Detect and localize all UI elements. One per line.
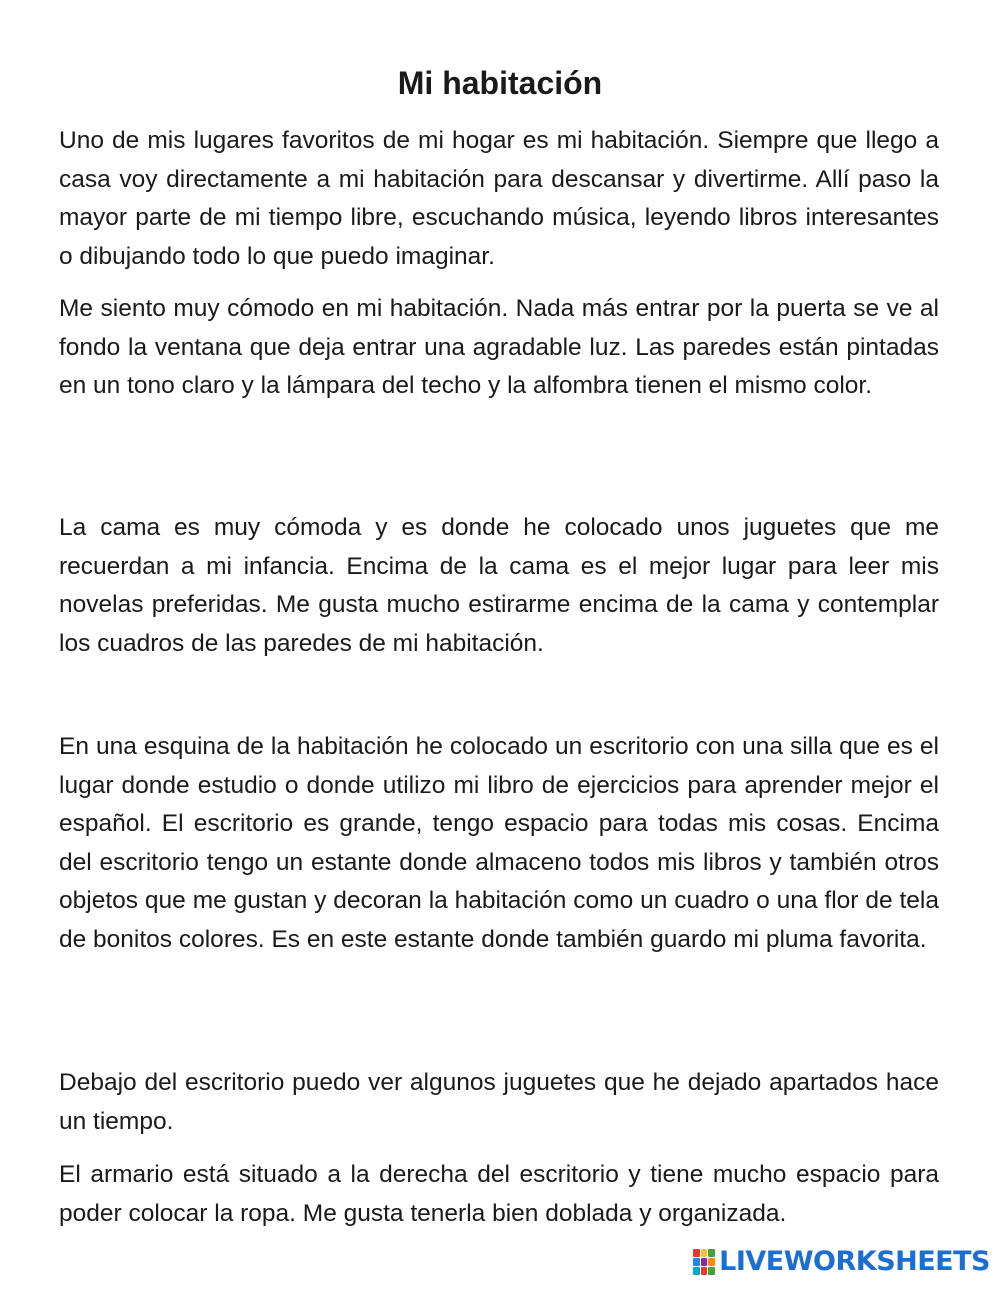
paragraph-5: Debajo del escritorio puedo ver algunos juguetes que he dejado apartados hace un tiempo. bbox=[59, 1069, 939, 1135]
logo-mark-square bbox=[708, 1258, 715, 1266]
paragraph-6: El armario está situado a la derecha del escritorio y tiene mucho espacio para poder colocar la ropa. Me gusta tenerla bien doblada y organizada. bbox=[59, 1161, 939, 1227]
logo-text: LIVEWORKSHEETS bbox=[719, 1246, 990, 1277]
document-title: Mi habitación bbox=[397, 65, 603, 101]
logo-mark-square bbox=[693, 1267, 700, 1275]
liveworksheets-logo-icon bbox=[693, 1249, 715, 1275]
logo-mark-square bbox=[701, 1258, 708, 1266]
liveworksheets-logo bbox=[693, 1247, 990, 1277]
logo-mark-square bbox=[701, 1267, 708, 1275]
logo-mark-square bbox=[708, 1267, 715, 1275]
logo-mark-square bbox=[693, 1249, 700, 1257]
logo-mark-square bbox=[708, 1249, 715, 1257]
paragraph-3: La cama es muy cómoda y es donde he colocado unos juguetes que me recuerdan a mi infancia. Encima de la cama es el mejor lugar para leer mis novelas preferidas. Me gusta mucho estirarme encima de la cama y contemplar los cuadros de las paredes de mi habitación. bbox=[59, 514, 939, 657]
paragraph-2: Me siento muy cómodo en mi habitación. Nada más entrar por la puerta se ve al fondo la ventana que deja entrar una agradable luz. Las paredes están pintadas en un tono claro y la lámpara del techo y la alfombra tienen el mismo color. bbox=[59, 295, 939, 399]
logo-mark-square bbox=[701, 1249, 708, 1257]
logo-mark-square bbox=[693, 1258, 700, 1266]
paragraph-1: Uno de mis lugares favoritos de mi hogar es mi habitación. Siempre que llego a casa voy directamente a mi habitación para descansar y divertirme. Allí paso la mayor parte de mi tiempo libre, escuchando música, leyendo libros interesantes o dibujando todo lo que puedo imaginar. bbox=[59, 127, 939, 270]
paragraph-4: En una esquina de la habitación he colocado un escritorio con una silla que es el lugar donde estudio o donde utilizo mi libro de ejercicios para aprender mejor el español. El escritorio es grande, tengo espacio para todas mis cosas. Encima del escritorio tengo un estante donde almaceno todos mis libros y también otros objetos que me gustan y decoran la habitación como un cuadro o una flor de tela de bonitos colores. Es en este estante donde también guardo mi pluma favorita. bbox=[59, 733, 939, 953]
